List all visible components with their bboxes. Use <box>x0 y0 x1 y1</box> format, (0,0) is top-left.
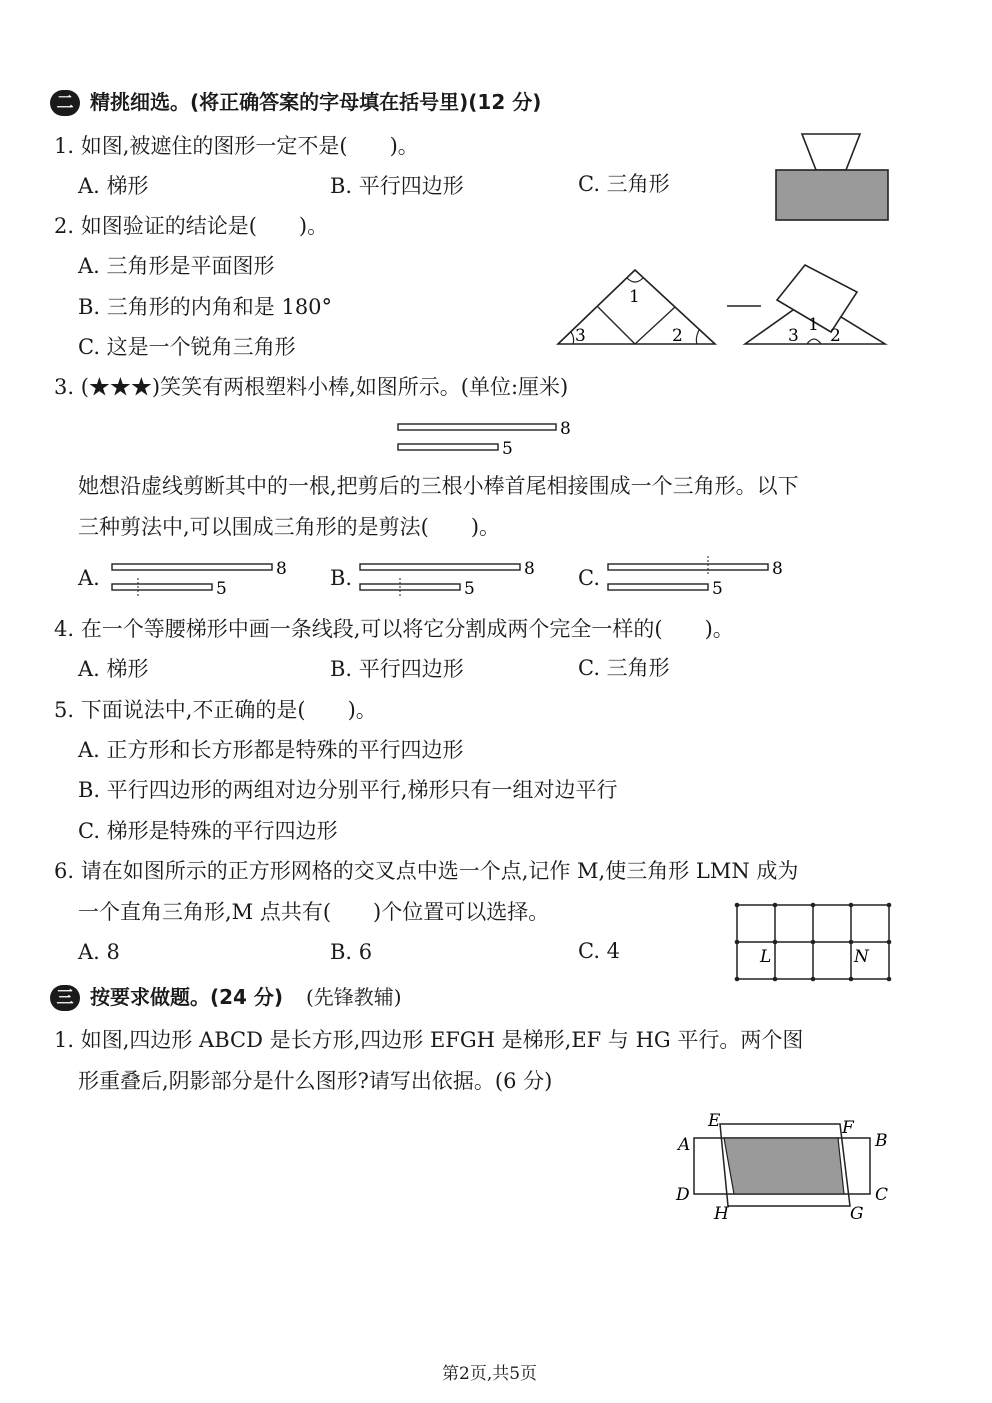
q3-option-a: A. <box>78 566 100 590</box>
q3-short-stick <box>398 444 498 450</box>
q2-angle-3-right: 3 <box>788 326 799 346</box>
q4-text: 4. 在一个等腰梯形中画一条线段,可以将它分割成两个完全一样的( )。 <box>54 617 734 641</box>
q6-option-c: C. 4 <box>578 939 621 963</box>
q2-triangle-angle-figure <box>555 262 895 352</box>
section-3-badge: 三 <box>50 985 80 1011</box>
q2-angle-2-left: 2 <box>672 326 683 346</box>
section-2-title: 精挑细选。(将正确答案的字母填在括号里)(12 分) <box>90 90 542 114</box>
q1-option-b: B. 平行四边形 <box>330 174 464 198</box>
q3-option-b-figure <box>358 558 548 598</box>
q2-option-c: C. 这是一个锐角三角形 <box>78 335 296 359</box>
svg-text:8: 8 <box>524 559 535 579</box>
q5-option-b: B. 平行四边形的两组对边分别平行,梯形只有一组对边平行 <box>78 778 618 802</box>
page-footer: 第2页,共5页 <box>442 1364 538 1384</box>
s3q1-rectangle-trapezoid-figure <box>672 1106 902 1226</box>
q6-line-2: 一个直角三角形,M 点共有( )个位置可以选择。 <box>78 900 550 924</box>
s3q1-label-c: C <box>875 1185 889 1205</box>
svg-text:8: 8 <box>772 559 783 579</box>
section-3-note: (先锋教辅) <box>306 985 402 1009</box>
q5-option-c: C. 梯形是特殊的平行四边形 <box>78 819 338 843</box>
q3-line-3: 三种剪法中,可以围成三角形的是剪法( )。 <box>78 515 501 539</box>
svg-text:5: 5 <box>464 579 475 599</box>
svg-text:5: 5 <box>216 579 227 599</box>
q5-text: 5. 下面说法中,不正确的是( )。 <box>54 698 377 722</box>
q3-option-c: C. <box>578 566 600 590</box>
q2-text: 2. 如图验证的结论是( )。 <box>54 214 329 238</box>
q2-angle-2-right: 2 <box>830 326 841 346</box>
q3-option-a-figure <box>110 558 300 598</box>
q1-covered-shape-figure <box>772 132 892 222</box>
q3-long-stick-label: 8 <box>560 419 571 439</box>
q1-option-c: C. 三角形 <box>578 172 670 196</box>
s3q1-label-f: F <box>842 1118 854 1138</box>
q2-angle-1-left: 1 <box>629 287 640 307</box>
s3q1-label-a: A <box>678 1135 691 1155</box>
q2-angle-1-right: 1 <box>808 315 819 335</box>
section-2-badge: 二 <box>50 90 80 116</box>
q6-option-a: A. 8 <box>78 940 120 964</box>
q6-label-l: L <box>760 947 772 967</box>
q6-line-1: 6. 请在如图所示的正方形网格的交叉点中选一个点,记作 M,使三角形 LMN 成为 <box>54 859 799 883</box>
s3q1-line-2: 形重叠后,阴影部分是什么图形?请写出依据。(6 分) <box>78 1069 553 1093</box>
q3-short-stick-label: 5 <box>502 439 513 459</box>
q2-option-a: A. 三角形是平面图形 <box>78 254 275 278</box>
s3q1-line-1: 1. 如图,四边形 ABCD 是长方形,四边形 EFGH 是梯形,EF 与 HG 平行。两个图 <box>54 1028 804 1052</box>
q2-angle-3-left: 3 <box>575 326 586 346</box>
s3q1-label-g: G <box>850 1204 864 1224</box>
q3-sticks-figure <box>396 418 596 458</box>
s3q1-label-d: D <box>676 1185 690 1205</box>
q6-square-grid <box>734 902 894 982</box>
s3q1-shaded-region <box>724 1138 844 1194</box>
s3q1-label-h: H <box>714 1204 729 1224</box>
q1-gray-cover <box>776 170 888 220</box>
section-3-title: 按要求做题。(24 分) <box>90 985 284 1009</box>
s3q1-label-b: B <box>875 1131 888 1151</box>
q4-option-a: A. 梯形 <box>78 657 149 681</box>
q1-text: 1. 如图,被遮住的图形一定不是( )。 <box>54 134 419 158</box>
s3q1-label-e: E <box>708 1111 721 1131</box>
q2-option-b: B. 三角形的内角和是 180° <box>78 295 333 319</box>
q6-label-n: N <box>854 947 869 967</box>
q3-line-2: 她想沿虚线剪断其中的一根,把剪后的三根小棒首尾相接围成一个三角形。以下 <box>78 474 799 498</box>
q3-long-stick <box>398 424 556 430</box>
q4-option-b: B. 平行四边形 <box>330 657 464 681</box>
q1-visible-trapezoid-top <box>802 134 860 170</box>
q3-option-c-figure <box>606 558 796 598</box>
q3-option-b: B. <box>330 566 353 590</box>
q1-option-a: A. 梯形 <box>78 174 149 198</box>
q4-option-c: C. 三角形 <box>578 656 670 680</box>
q3-text: 3. (★★★)笑笑有两根塑料小棒,如图所示。(单位:厘米) <box>54 375 569 399</box>
q6-option-b: B. 6 <box>330 940 373 964</box>
svg-text:5: 5 <box>712 579 723 599</box>
q5-option-a: A. 正方形和长方形都是特殊的平行四边形 <box>78 738 464 762</box>
svg-text:8: 8 <box>276 559 287 579</box>
